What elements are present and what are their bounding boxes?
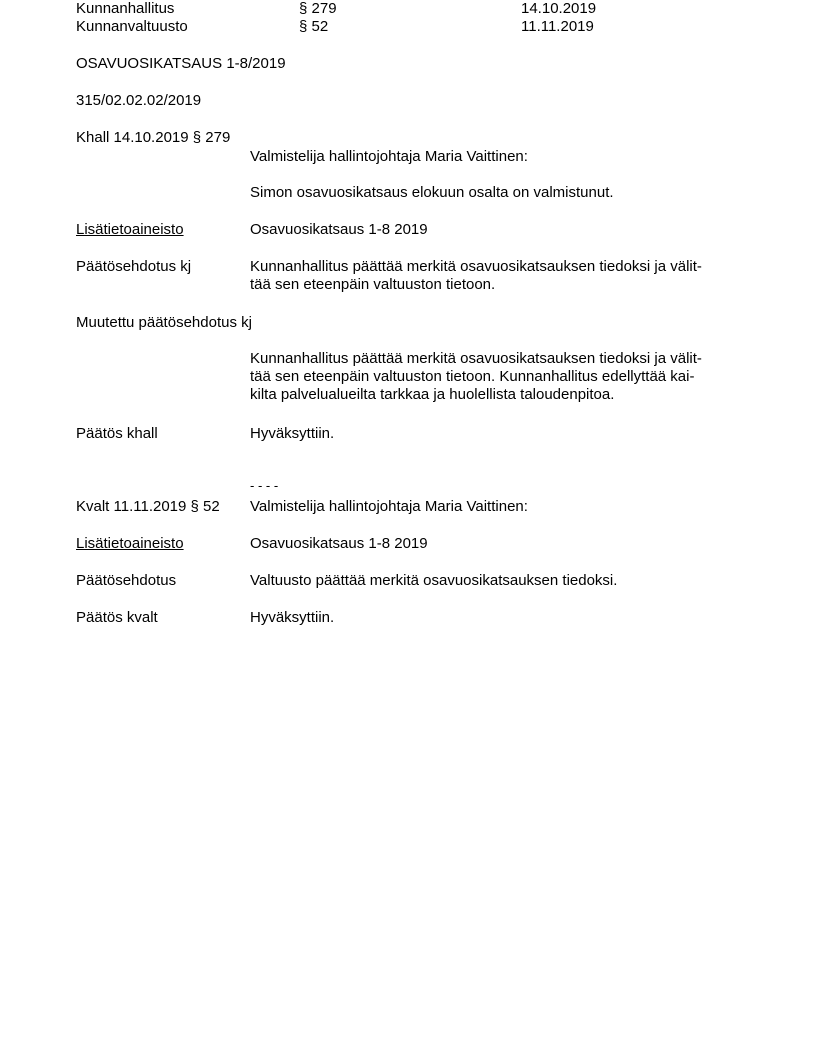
kvalt-proposal-label: Päätösehdotus <box>76 572 177 589</box>
kvalt-decision-label: Päätös kvalt <box>76 609 158 626</box>
header-body-2: Kunnanvaltuusto <box>76 18 188 35</box>
khall-decision-label: Päätös khall <box>76 425 158 442</box>
khall-intro: Simon osavuosikatsaus elokuun osalta on valmistunut. <box>250 184 614 201</box>
khall-heading: Khall 14.10.2019 § 279 <box>76 129 231 146</box>
khall-proposal-label: Päätösehdotus kj <box>76 258 192 275</box>
kvalt-heading: Kvalt 11.11.2019 § 52 <box>76 498 220 515</box>
khall-preparer: Valmistelija hallintojohtaja Maria Vaittinen: <box>250 148 528 165</box>
section-separator: - - - - <box>250 478 279 493</box>
kvalt-decision-value: Hyväksyttiin. <box>250 609 335 626</box>
khall-amended-line3: kilta palvelualueilta tarkkaa ja huolellista taloudenpitoa. <box>250 386 615 403</box>
khall-amended-line1: Kunnanhallitus päättää merkitä osavuosikatsauksen tiedoksi ja välit- <box>250 350 702 367</box>
khall-amended-line2: tää sen eteenpäin valtuuston tietoon. Kunnanhallitus edellyttää kai- <box>250 368 695 385</box>
header-section-1: § 279 <box>299 0 337 17</box>
kvalt-attachments-label: Lisätietoaineisto <box>76 535 184 552</box>
khall-proposal-line2: tää sen eteenpäin valtuuston tietoon. <box>250 276 496 293</box>
record-number: 315/02.02.02/2019 <box>76 92 202 109</box>
kvalt-attachments-value: Osavuosikatsaus 1-8 2019 <box>250 535 428 552</box>
document-title: OSAVUOSIKATSAUS 1-8/2019 <box>76 55 286 72</box>
header-date-2: 11.11.2019 <box>521 18 594 35</box>
header-body-1: Kunnanhallitus <box>76 0 175 17</box>
khall-amended-label: Muutettu päätösehdotus kj <box>76 314 252 331</box>
khall-attachments-value: Osavuosikatsaus 1-8 2019 <box>250 221 428 238</box>
khall-decision-value: Hyväksyttiin. <box>250 425 335 442</box>
header-section-2: § 52 <box>299 18 329 35</box>
khall-proposal-line1: Kunnanhallitus päättää merkitä osavuosikatsauksen tiedoksi ja välit- <box>250 258 702 275</box>
header-date-1: 14.10.2019 <box>521 0 597 17</box>
kvalt-preparer: Valmistelija hallintojohtaja Maria Vaittinen: <box>250 498 528 515</box>
khall-attachments-label: Lisätietoaineisto <box>76 221 184 238</box>
kvalt-proposal-value: Valtuusto päättää merkitä osavuosikatsauksen tiedoksi. <box>250 572 618 589</box>
